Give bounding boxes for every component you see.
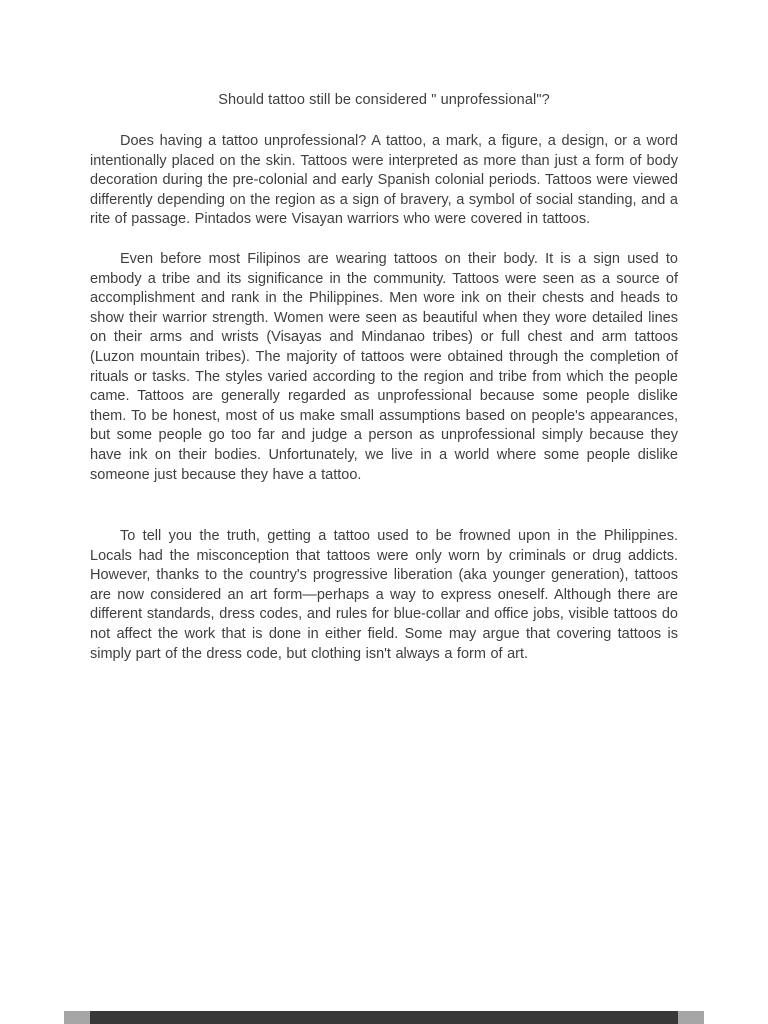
paragraph-2: Even before most Filipinos are wearing tattoos on their body. It is a sign used to embody a tribe and its significance in the community. Tattoos were seen as a source of accomplishment and rank in the Philippines. Men wore ink on their chests and heads to show their warrior strength. Women were seen as beautiful when they wore detailed lines on their arms and wrists (Visayas and Mindanao tribes) or full chest and arm tattoos (Luzon mountain tribes). The majority of tattoos were obtained through the completion of rituals or tasks. The styles varied according to the region and tribe from which the people came. Tattoos are generally regarded as unprofessional because some people dislike them. To be honest, most of us make small assumptions based on people's appearances, but some people go too far and judge a person as unprofessional simply because they have ink on their bodies. Unfortunately, we live in a world where some people dislike someone just because they have a tattoo. [90,250,678,483]
paragraph-3: To tell you the truth, getting a tattoo used to be frowned upon in the Philippines. Locals had the misconception that tattoos were only worn by criminals or drug addicts. However, thanks to the country's progressive liberation (aka younger generation), tattoos are now considered an art form—perhaps a way to express oneself. Although there are different standards, dress codes, and rules for blue-collar and office jobs, visible tattoos do not affect the work that is done in either field. Some may argue that covering tattoos is simply part of the dress code, but clothing isn't always a form of art. [90,528,678,662]
next-page-edge-middle [90,1011,678,1024]
document-page [90,92,678,684]
next-page-edge [64,1011,704,1024]
paragraph-1: Does having a tattoo unprofessional? A tattoo, a mark, a figure, a design, or a word intentionally placed on the skin. Tattoos were interpreted as more than just a form of body decoration during the pre-colonial and early Spanish colonial periods. Tattoos were viewed differently depending on the region as a sign of bravery, a symbol of social standing, and a rite of passage. Pintados were Visayan warriors who were covered in tattoos. [90,133,678,228]
next-page-edge-right [678,1011,704,1024]
document-title: Should tattoo still be considered " unprofessional"? [218,92,550,108]
next-page-edge-left [64,1011,90,1024]
